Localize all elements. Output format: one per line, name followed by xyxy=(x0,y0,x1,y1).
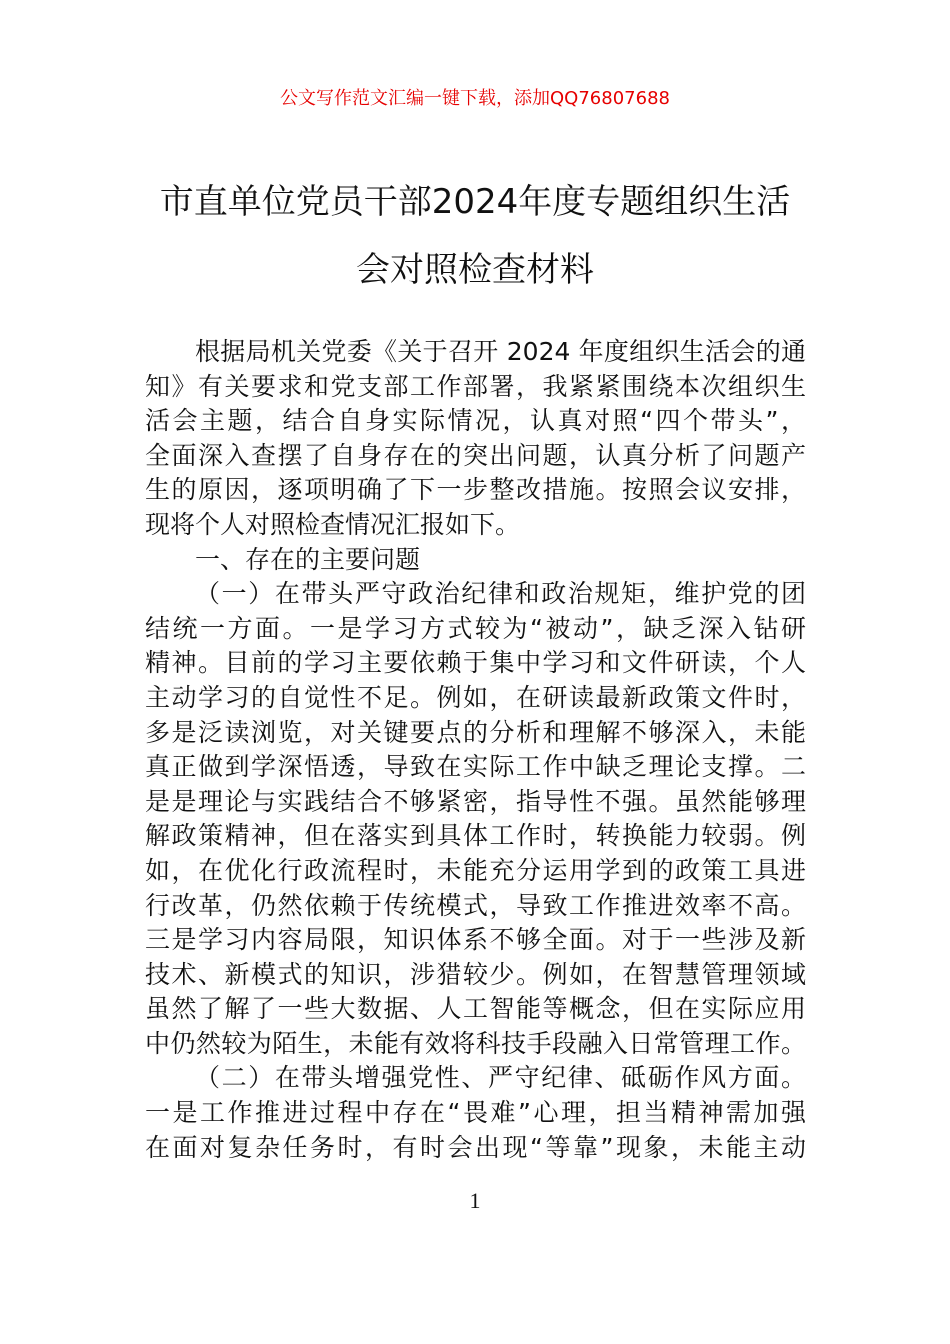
document-title-line-2: 会对照检查材料 xyxy=(356,250,594,290)
body-text-line: 知》有关要求和党支部工作部署，我紧紧围绕本次组织生 xyxy=(145,371,806,401)
body-text-line: 行改革，仍然依赖于传统模式，导致工作推进效率不高。 xyxy=(145,890,806,920)
body-text-line: 技术、新模式的知识，涉猎较少。例如，在智慧管理领域 xyxy=(145,959,806,989)
body-text-line: 生的原因，逐项明确了下一步整改措施。按照会议安排， xyxy=(145,475,806,505)
body-text-line: 真正做到学深悟透，导致在实际工作中缺乏理论支撑。二 xyxy=(145,752,806,782)
page-number: 1 xyxy=(469,1188,481,1213)
body-text-line: 三是学习内容局限，知识体系不够全面。对于一些涉及新 xyxy=(145,925,806,955)
body-text-line: 中仍然较为陌生，未能有效将科技手段融入日常管理工作。 xyxy=(145,1028,806,1058)
body-text-line: 一、存在的主要问题 xyxy=(195,544,421,574)
body-text-line: （一）在带头严守政治纪律和政治规矩，维护党的团 xyxy=(195,579,806,609)
document-title-line-1: 市直单位党员干部2024年度专题组织生活 xyxy=(159,182,791,222)
body-text-line: 在面对复杂任务时，有时会出现“等靠”现象，未能主动 xyxy=(145,1132,806,1162)
body-text-line: 如，在优化行政流程时，未能充分运用学到的政策工具进 xyxy=(145,855,806,885)
body-text-line: （二）在带头增强党性、严守纪律、砥砺作风方面。 xyxy=(195,1063,806,1093)
body-text-line: 一是工作推进过程中存在“畏难”心理，担当精神需加强 xyxy=(145,1098,806,1128)
body-text-line: 根据局机关党委《关于召开 2024 年度组织生活会的通 xyxy=(195,337,806,366)
body-text-line: 多是泛读浏览，对关键要点的分析和理解不够深入，未能 xyxy=(145,717,806,747)
body-text-line: 精神。目前的学习主要依赖于集中学习和文件研读，个人 xyxy=(145,648,806,678)
body-text-line: 解政策精神，但在落实到具体工作时，转换能力较弱。例 xyxy=(145,821,806,851)
body-text-line: 结统一方面。一是学习方式较为“被动”，缺乏深入钻研 xyxy=(145,613,806,643)
body-text-line: 虽然了解了一些大数据、人工智能等概念，但在实际应用 xyxy=(145,994,806,1024)
watermark-header: 公文写作范文汇编一键下载，添加QQ76807688 xyxy=(280,88,670,109)
body-text-line: 是是理论与实践结合不够紧密，指导性不强。虽然能够理 xyxy=(145,786,806,816)
body-text-line: 全面深入查摆了自身存在的突出问题，认真分析了问题产 xyxy=(145,440,806,470)
body-text-line: 现将个人对照检查情况汇报如下。 xyxy=(145,509,521,539)
document-body xyxy=(145,335,806,1165)
body-text-line: 活会主题，结合自身实际情况，认真对照“四个带头”， xyxy=(145,406,806,436)
body-text-line: 主动学习的自觉性不足。例如，在研读最新政策文件时， xyxy=(145,682,806,712)
